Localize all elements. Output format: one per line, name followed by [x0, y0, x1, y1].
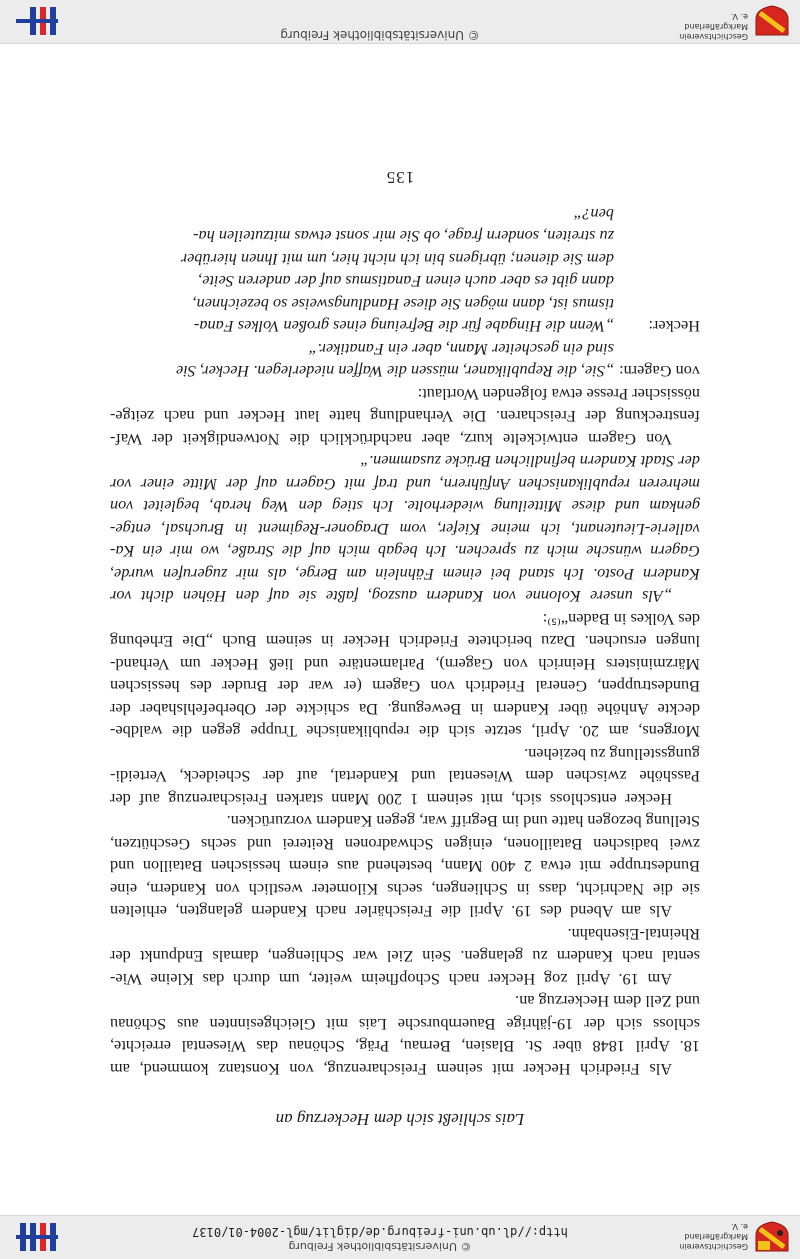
quote-line: der Stadt Kandern befindlichen Brücke zusammen.“ — [359, 452, 700, 472]
society-crest-icon — [752, 1221, 792, 1253]
quote-line: genkam und diese Mitteilung wiederholte. Ich stieg den Weg herab, begleitet von — [110, 497, 700, 517]
library-logo-icon — [14, 1219, 60, 1255]
text-line: Stellung bezogen hatte und im Begriff war, gegen Kandern vorzurücken. — [226, 812, 700, 832]
quote-line: Gagern wünsche mich zu sprechen. Ich begab mich auf die Straße, wo mir ein Ka- — [110, 542, 700, 562]
text-line: Hecker entschloss sich, mit seinem 1 200 Mann starken Freischarenzug auf der — [110, 790, 672, 809]
text-line: Rheintal-Eisenbahn. — [567, 925, 700, 944]
text-line: sental nach Kandern zu gelangen. Sein Ziel war Schliengen, damals Endpunkt der — [110, 947, 700, 967]
text-line: Morgens, am 20. April, setzte sich die republikanische Truppe gegen die waldbe- — [110, 722, 700, 742]
text-line: lungen ersuchen. Dazu berichtete Friedrich Hecker in seinem Buch „Die Erhebung — [110, 632, 700, 652]
quote-line: mehreren republikanischen Anführern, und traf mit Gagern auf der Mitte einer vor — [110, 475, 700, 494]
text-line: schloss sich der 19-jährige Bauernbursche Lais mit Gleichgesinnten aus Schönau — [110, 1015, 700, 1034]
dialogue-text: „Sie, die Republikaner, müssen die Waffen niederlegen. Hecker, Sie — [176, 362, 614, 382]
text-line: Passhöhe zwischen dem Wiesental und Kandertal, auf der Scheideck, Verteidi- — [110, 767, 700, 787]
header-bar — [0, 1215, 800, 1259]
footer-bar — [0, 0, 800, 44]
text-line: Als Friedrich Hecker mit seinem Freischarenzug, von Konstanz kommend, am — [110, 1060, 672, 1079]
text-line: Bundestruppe mit etwa 2 400 Mann, bestehend aus einem hessischen Bataillon und — [110, 857, 700, 877]
speaker-label: Hecker: — [648, 317, 700, 337]
dialogue-line: tismus ist, dann mögen Sie diese Handlungsweise so bezeichnen, — [192, 295, 614, 314]
quote-line: Kandern Posto. Ich stand bei einem Fähnlein am Berge, als mir zugerufen wurde, — [110, 565, 700, 584]
society-crest-icon — [752, 5, 792, 37]
text-line: Als am Abend des 19. April die Freischärler nach Kandern gelangten, erhielten — [110, 902, 672, 922]
text-line: Am 19. April zog Hecker nach Schopfheim weiter, um durch das Kleine Wie- — [110, 970, 672, 989]
text-line: deckte Anhöhe über Kandern in Bewegung. Da schickte der Oberbefehlshaber der — [110, 700, 700, 719]
text-line: 18. April 1848 über St. Blasien, Bernau, Präg, Schönau das Wiesental erreichte, — [110, 1037, 700, 1057]
text-line: Märzministers Heinrich von Gagern), Parlamentäre und ließ Hecker um Verhand- — [110, 655, 700, 674]
section-title: Lais schließt sich dem Heckerzug an — [275, 1110, 525, 1129]
text-line: gungsstellung zu beziehen. — [524, 745, 700, 764]
text-line: Bundestruppen, General Friedrich von Gagern (er war der Bruder des hessischen — [110, 677, 700, 697]
dialogue-text: „Wenn die Hingabe für die Befreiung eines großen Volkes Fana- — [193, 317, 614, 337]
dialogue-line — [110, 315, 700, 338]
dialogue-line: ben?“ — [573, 205, 614, 224]
dialogue-line: sind ein gescheiter Mann, aber ein Fanatiker.“ — [308, 340, 614, 359]
society-name: Geschichtsverein Markgräflerland e. V. — [679, 12, 748, 41]
quote-line: vallerie-Lieutenant, ich meine Kiefer, vom Dragoner-Regiment in Bruchsal, entge- — [110, 520, 700, 539]
text-line: und Zell dem Heckerzug an. — [515, 992, 700, 1012]
body-text — [110, 203, 700, 1081]
dialogue-line — [110, 360, 700, 383]
dialogue-line: dem Sie dienen; übrigens bin ich nicht hier, um mit Ihnen hierüber — [180, 250, 614, 269]
text-line: Von Gagern entwickelte kurz, aber nachdrücklich die Notwendigkeit der Waf- — [110, 430, 672, 449]
speaker-label: von Gagern: — [619, 362, 700, 382]
footer-info — [170, 28, 590, 41]
text-line: sie die Nachricht, dass in Schliengen, sechs Kilometer westlich von Kandern, eine — [110, 880, 700, 899]
text-line: des Volkes in Baden“⁽⁵⁾: — [542, 610, 700, 629]
header-url[interactable]: http://dl.ub.uni-freiburg.de/diglit/mgl-2004-01/0137 — [192, 1225, 568, 1239]
library-logo-icon — [14, 3, 60, 39]
society-name: Geschichtsverein Markgräflerland e. V. — [679, 1222, 748, 1251]
dialogue-line: zu streiten, sondern frage, ob Sie mir sonst etwas mitzuteilen ha- — [193, 227, 614, 247]
header-info — [170, 1224, 590, 1253]
footer-copyright: © Universitätsbibliothek Freiburg — [280, 28, 480, 42]
quote-line: „Als unsere Kolonne von Kandern auszog, faßte sie auf den Höhen dicht vor — [110, 587, 672, 607]
page-number: 135 — [385, 168, 415, 187]
text-line: zwei badischen Bataillonen, einigen Schwadronen Reiterei und sechs Geschützen, — [110, 835, 700, 854]
text-line: fenstreckung der Freischaren. Die Verhandlung hatte laut Hecker und nach zeitge- — [110, 407, 700, 427]
dialogue-line: dann gibt es aber auch einen Fanatismus auf der anderen Seite, — [198, 272, 614, 292]
header-copyright: © Universitätsbibliothek Freiburg — [288, 1240, 472, 1253]
text-line: nössischer Presse etwa folgenden Wortlaut: — [417, 385, 700, 404]
